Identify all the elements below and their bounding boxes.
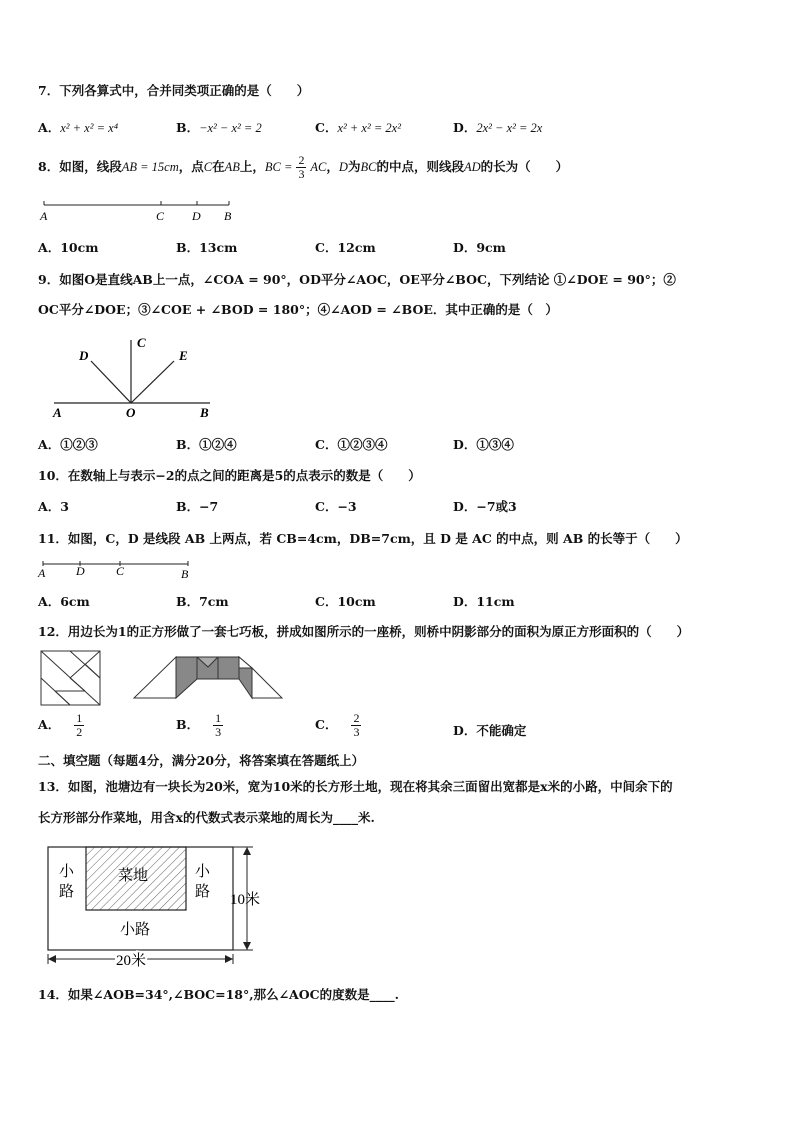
- q11-option-b: B．7cm: [176, 594, 229, 609]
- tangram-square: [41, 651, 100, 705]
- q8-option-b: B．13cm: [176, 240, 238, 255]
- q9-angle-figure: [48, 330, 223, 420]
- q7-option-d: D．2x² − x² = 2x: [453, 120, 543, 135]
- q9-option-a: A．①②③: [38, 437, 98, 452]
- q9-label-o: O: [126, 405, 136, 420]
- q13-stem-line1: 13．如图，池塘边有一块长为20米，宽为10米的长方形土地，现在将其余三面留出宽都是x米的小路，中间余下的: [38, 779, 673, 794]
- q11-segment-figure: [36, 558, 196, 580]
- q8-label-c: C: [156, 209, 165, 223]
- q8-label-b: B: [224, 209, 232, 223]
- q8-label-a: A: [40, 209, 48, 223]
- q7-stem: 7．下列各算式中，合并同类项正确的是（ ）: [38, 83, 310, 98]
- path-right-label-2: 路: [195, 884, 211, 900]
- tangram-bridge: [134, 657, 282, 698]
- q7-option-b: B．−x² − x² = 2: [176, 120, 262, 135]
- q14-stem: 14．如果∠AOB=34°,∠BOC=18°,那么∠AOC的度数是____.: [38, 987, 399, 1002]
- q9-stem-line2: OC平分∠DOE；③∠COE + ∠BOD = 180°；④∠AOD = ∠BOE．其中正确的是（ ）: [38, 302, 558, 317]
- q10-option-b: B．−7: [176, 499, 219, 514]
- q11-option-d: D．11cm: [453, 594, 515, 609]
- q9-label-c: C: [137, 335, 146, 350]
- q10-option-d: D．−7或3: [453, 499, 517, 514]
- q12-tangram-figure: [38, 647, 288, 707]
- q10-option-a: A．3: [38, 499, 69, 514]
- q8-stem: 8．如图，线段AB = 15cm，点C在AB上，BC = $\frac{2}{3}$ AC，D为BC的中点，则线段AD的长为（ ）: [38, 153, 569, 181]
- garden-label: 菜地: [118, 868, 149, 884]
- q9-option-c: C．①②③④: [315, 437, 388, 452]
- q12-option-d: D．不能确定: [453, 723, 527, 738]
- q10-option-c: C．−3: [315, 499, 357, 514]
- q9-label-d: D: [79, 348, 89, 363]
- q11-label-a: A: [38, 566, 46, 580]
- q12-option-a: A． $\frac{1}{2}$: [38, 711, 83, 739]
- q9-stem-line1: 9．如图O是直线AB上一点，∠COA = 90°，OD平分∠AOC，OE平分∠BOC，下列结论 ①∠DOE = 90°；②: [38, 272, 676, 287]
- q12-stem: 12．用边长为1的正方形做了一套七巧板，拼成如图所示的一座桥，则桥中阴影部分的面积为原正方形面积的（ ）: [38, 624, 690, 639]
- q9-label-a: A: [53, 405, 62, 420]
- q8-option-c: C．12cm: [315, 240, 376, 255]
- q11-stem: 11．如图，C，D 是线段 AB 上两点，若 CB=4cm，DB=7cm，且 D 是 AC 的中点，则 AB 的长等于（ ）: [38, 531, 688, 546]
- q9-option-b: B．①②④: [176, 437, 237, 452]
- width-label: 20米: [116, 953, 147, 969]
- q7-option-c: C．x² + x² = 2x²: [315, 120, 401, 135]
- q9-option-d: D．①③④: [453, 437, 514, 452]
- path-right-label-1: 小: [195, 864, 211, 880]
- q10-stem: 10．在数轴上与表示−2的点之间的距离是5的点表示的数是（ ）: [38, 468, 421, 483]
- q8-option-a: A．10cm: [38, 240, 99, 255]
- q8-fraction: $\frac{2}{3}$: [298, 153, 305, 181]
- path-left-label-2: 路: [59, 884, 75, 900]
- q12-option-c: C． $\frac{2}{3}$: [315, 711, 360, 739]
- height-label: 10米: [230, 892, 261, 908]
- q11-label-c: C: [116, 564, 125, 578]
- section-heading: 二、填空题（每题4分，满分20分，将答案填在答题纸上）: [38, 753, 365, 768]
- q8-segment-figure: [38, 196, 248, 224]
- path-left-label-1: 小: [59, 864, 75, 880]
- q9-label-b: B: [200, 405, 209, 420]
- q7-option-a: A．x² + x² = x⁴: [38, 120, 119, 135]
- q8-option-d: D．9cm: [453, 240, 506, 255]
- q13-stem-line2: 长方形部分作菜地，用含x的代数式表示菜地的周长为____米.: [38, 810, 375, 825]
- q12-option-b: B． $\frac{1}{3}$: [176, 711, 222, 739]
- q11-label-b: B: [181, 567, 189, 580]
- q13-garden-figure: [40, 842, 280, 970]
- q11-option-c: C．10cm: [315, 594, 376, 609]
- q11-option-a: A．6cm: [38, 594, 90, 609]
- q8-label-d: D: [192, 209, 201, 223]
- q11-label-d: D: [76, 564, 85, 578]
- q9-label-e: E: [179, 348, 188, 363]
- path-bottom-label: 小路: [120, 922, 151, 938]
